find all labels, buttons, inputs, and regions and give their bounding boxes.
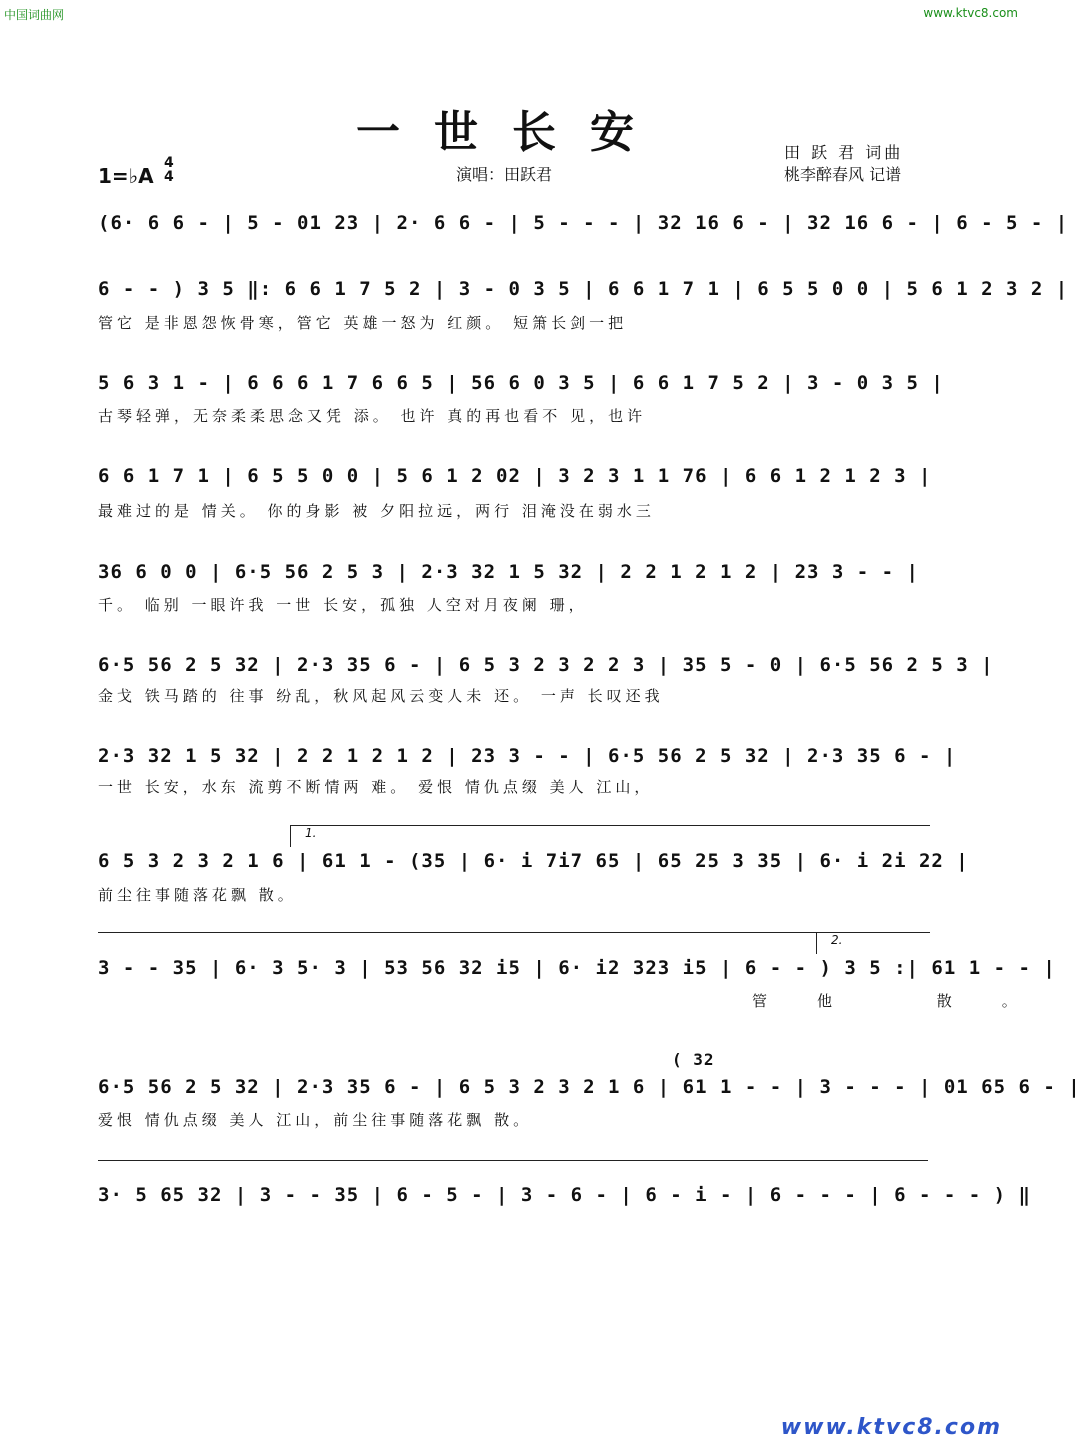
transcriber: 桃李醉春风 记谱 [784,165,902,184]
volta-bracket-1 [290,825,930,847]
section-divider-2 [98,1160,928,1161]
score-row-8-notes: 6 5 3 2 3 2 1 6 | 61 1 - (35 | 6· i 7i7 65 | 65 25 3 35 | 6· i 2i 22 | [98,850,969,872]
score-row-7-lyrics: 一世 长安，水东 流剪不断情两 难。 爱恨 情仇点缀 美人 江山， [98,778,654,796]
time-signature [164,156,174,184]
pickup-annotation: ( 32 [672,1050,715,1069]
score-row-7-notes: 2·3 32 1 5 32 | 2 2 1 2 1 2 | 23 3 - - | 6·5 56 2 5 32 | 2·3 35 6 - | [98,745,957,767]
lyricist-composer: 田 跃 君 词曲 [784,143,904,162]
score-row-11-notes: 3· 5 65 32 | 3 - - 35 | 6 - 5 - | 3 - 6 - | 6 - i - | 6 - - - | 6 - - - ) ‖ [98,1184,1031,1206]
volta-bracket-2 [816,932,930,954]
score-row-3-lyrics: 古琴轻弹，无奈柔柔思念又凭 添。 也许 真的再也看不 见，也许 [98,407,647,425]
score-row-4-lyrics: 最难过的是 情关。 你的身影 被 夕阳拉远，两行 泪淹没在弱水三 [98,502,655,520]
site-url-right[interactable]: www.ktvc8.com [923,6,1018,20]
score-row-10-notes: 6·5 56 2 5 32 | 2·3 35 6 - | 6 5 3 2 3 2 1 6 | 61 1 - - | 3 - - - | 01 65 6 - | [98,1076,1081,1098]
site-name-left[interactable]: 中国词曲网 [4,8,65,22]
score-row-10-lyrics: 爱恨 情仇点缀 美人 江山，前尘往事随落花飘 散。 [98,1111,533,1129]
time-signature-bottom: 4 [164,169,174,185]
score-row-6-lyrics: 金戈 铁马踏的 往事 纷乱，秋风起风云变人未 还。 一声 长叹还我 [98,687,664,705]
score-row-8-lyrics: 前尘往事随落花飘 散。 [98,886,297,904]
score-row-2-notes: 6 - - ) 3 5 ‖: 6 6 1 7 5 2 | 3 - 0 3 5 | 6 6 1 7 1 | 6 5 5 0 0 | 5 6 1 2 3 2 | [98,278,1069,300]
score-row-2-lyrics: 管它 是非恩怨恢骨寒，管它 英雄一怒为 红颜。 短箫长剑一把 [98,314,628,332]
key-signature: 1=♭A [98,164,154,188]
volta-1-label: 1. [305,826,317,840]
score-row-5-notes: 36 6 0 0 | 6·5 56 2 5 3 | 2·3 32 1 5 32 | 2 2 1 2 1 2 | 23 3 - - | [98,561,919,583]
score-row-9-notes: 3 - - 35 | 6· 3 5· 3 | 53 56 32 i5 | 6· i2 323 i5 | 6 - - ) 3 5 :| 61 1 - - | [98,957,1056,979]
score-row-4-notes: 6 6 1 7 1 | 6 5 5 0 0 | 5 6 1 2 02 | 3 2 3 1 1 76 | 6 6 1 2 1 2 3 | [98,465,932,487]
score-row-9-lyrics: 管他 散。 [752,992,1067,1010]
singer: 演唱：田跃君 [456,165,553,184]
score-row-1-notes: (6· 6 6 - | 5 - 01 23 | 2· 6 6 - | 5 - - - | 32 16 6 - | 32 16 6 - | 6 - 5 - | [98,212,1069,234]
score-row-3-notes: 5 6 3 1 - | 6 6 6 1 7 6 6 5 | 56 6 0 3 5 | 6 6 1 7 5 2 | 3 - 0 3 5 | [98,372,944,394]
volta-2-label: 2. [831,933,843,947]
time-signature-top: 4 [164,155,174,171]
song-title: 一世长安 [356,107,668,158]
section-divider [98,932,928,933]
footer-logo[interactable]: www.ktvc8.com [780,1415,1002,1440]
score-row-5-lyrics: 千。 临别 一眼许我 一世 长安，孤独 人空对月夜阑 珊， [98,596,588,614]
score-row-6-notes: 6·5 56 2 5 32 | 2·3 35 6 - | 6 5 3 2 3 2 2 3 | 35 5 - 0 | 6·5 56 2 5 3 | [98,654,994,676]
